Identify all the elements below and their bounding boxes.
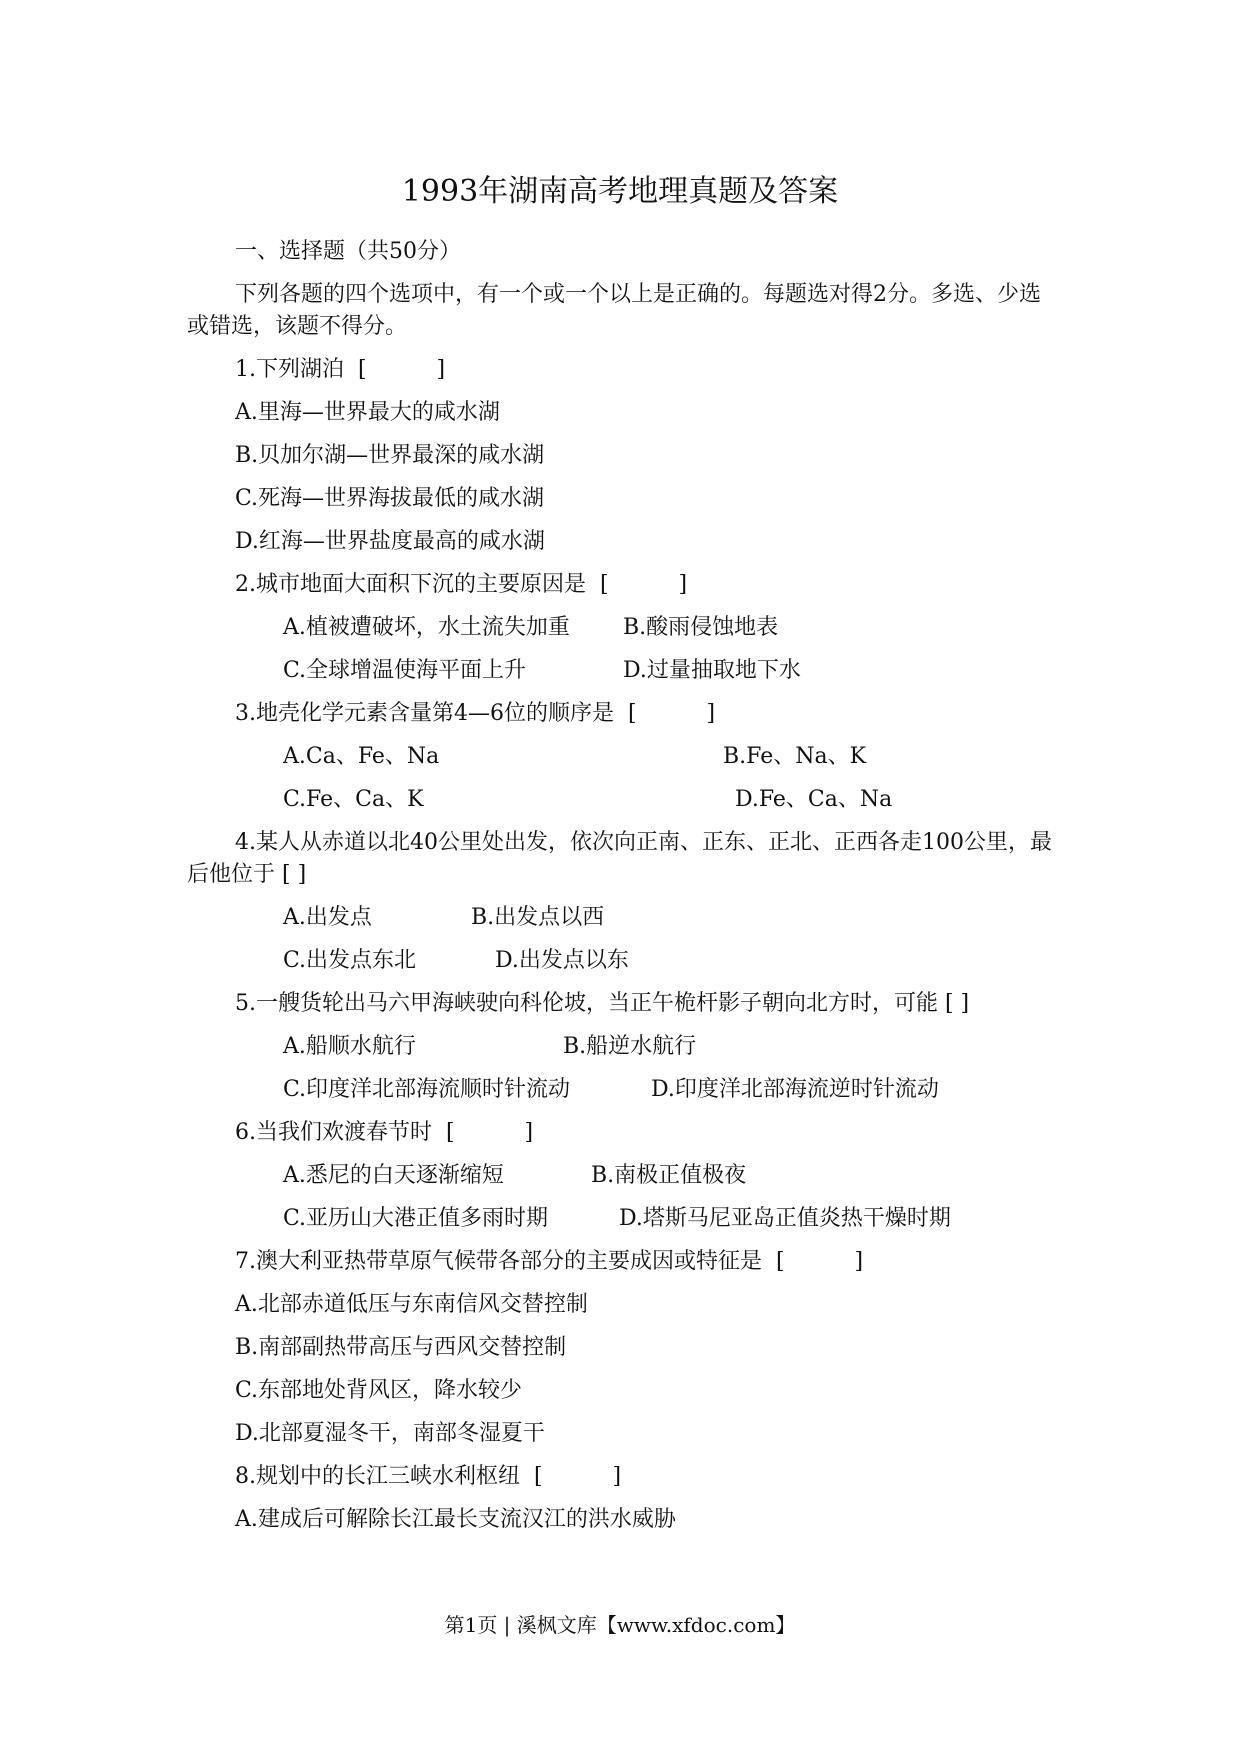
- option: B.Fe、Na、K: [723, 744, 867, 769]
- question-stem: 4.某人从赤道以北40公里处出发，依次向正南、正东、正北、正西各走100公里，最后他位于 [ ]: [187, 830, 1052, 887]
- question-stem: 6.当我们欢渡春节时 [ ]: [235, 1120, 534, 1145]
- option: B.贝加尔湖—世界最深的咸水湖: [235, 443, 545, 468]
- option-row: [187, 902, 1053, 945]
- question-1: [187, 354, 1053, 569]
- question-6: [187, 1117, 1053, 1246]
- option: D.过量抽取地下水: [623, 658, 801, 683]
- option: A.Ca、Fe、Na: [283, 744, 440, 769]
- option: A.船顺水航行: [283, 1034, 416, 1059]
- option: D.印度洋北部海流逆时针流动: [651, 1077, 939, 1102]
- question-2: [187, 569, 1053, 698]
- option: B.船逆水航行: [563, 1034, 697, 1059]
- document-body: [187, 236, 1053, 1547]
- question-stem: 2.城市地面大面积下沉的主要原因是 [ ]: [235, 572, 688, 597]
- option: A.出发点: [283, 905, 372, 930]
- option: C.死海—世界海拔最低的咸水湖: [235, 486, 545, 511]
- option: B.南极正值极夜: [591, 1163, 747, 1188]
- option: C.亚历山大港正值多雨时期: [283, 1206, 549, 1231]
- option: A.悉尼的白天逐渐缩短: [283, 1163, 504, 1188]
- question-3: [187, 698, 1053, 827]
- option: A.里海—世界最大的咸水湖: [235, 400, 500, 425]
- option-row: [187, 1074, 1053, 1117]
- option: D.出发点以东: [495, 948, 629, 973]
- question-4: [187, 827, 1053, 988]
- option: C.出发点东北: [283, 948, 417, 973]
- option-row: [187, 741, 1053, 784]
- option: C.Fe、Ca、K: [283, 787, 424, 812]
- option: C.全球增温使海平面上升: [283, 658, 527, 683]
- instructions: 下列各题的四个选项中，有一个或一个以上是正确的。每题选对得2分。多选、少选或错选，该题不得分。: [187, 282, 1041, 339]
- option: D.塔斯马尼亚岛正值炎热干燥时期: [619, 1206, 951, 1231]
- option: B.南部副热带高压与西风交替控制: [235, 1335, 567, 1360]
- option: C.印度洋北部海流顺时针流动: [283, 1077, 571, 1102]
- section-heading: 一、选择题（共50分）: [235, 239, 461, 264]
- page-title: 1993年湖南高考地理真题及答案: [401, 174, 839, 209]
- option: D.红海—世界盐度最高的咸水湖: [235, 529, 545, 554]
- question-5: [187, 988, 1053, 1117]
- option: B.酸雨侵蚀地表: [623, 615, 779, 640]
- option: A.植被遭破坏，水土流失加重: [283, 615, 570, 640]
- question-8: [187, 1461, 1053, 1547]
- question-stem: 7.澳大利亚热带草原气候带各部分的主要成因或特征是 [ ]: [235, 1249, 864, 1274]
- option-row: [187, 784, 1053, 827]
- option-row: [187, 612, 1053, 655]
- option: B.出发点以西: [471, 905, 605, 930]
- option: D.Fe、Ca、Na: [735, 787, 893, 812]
- option: A.建成后可解除长江最长支流汉江的洪水威胁: [235, 1507, 676, 1532]
- option: A.北部赤道低压与东南信风交替控制: [235, 1292, 588, 1317]
- question-stem: 8.规划中的长江三峡水利枢纽 [ ]: [235, 1464, 622, 1489]
- question-stem: 5.一艘货轮出马六甲海峡驶向科伦坡，当正午桅杆影子朝向北方时，可能 [ ]: [235, 991, 970, 1016]
- option: D.北部夏湿冬干，南部冬湿夏干: [235, 1421, 545, 1446]
- option-row: [187, 1160, 1053, 1203]
- page-footer: 第1页 | 溪枫文库【www.xfdoc.com】: [444, 1613, 796, 1637]
- option-row: [187, 1031, 1053, 1074]
- option-row: [187, 655, 1053, 698]
- question-7: [187, 1246, 1053, 1461]
- question-stem: 3.地壳化学元素含量第4—6位的顺序是 [ ]: [235, 701, 716, 726]
- option: C.东部地处背风区，降水较少: [235, 1378, 523, 1403]
- option-row: [187, 1203, 1053, 1246]
- option-row: [187, 945, 1053, 988]
- question-stem: 1.下列湖泊 [ ]: [235, 357, 446, 382]
